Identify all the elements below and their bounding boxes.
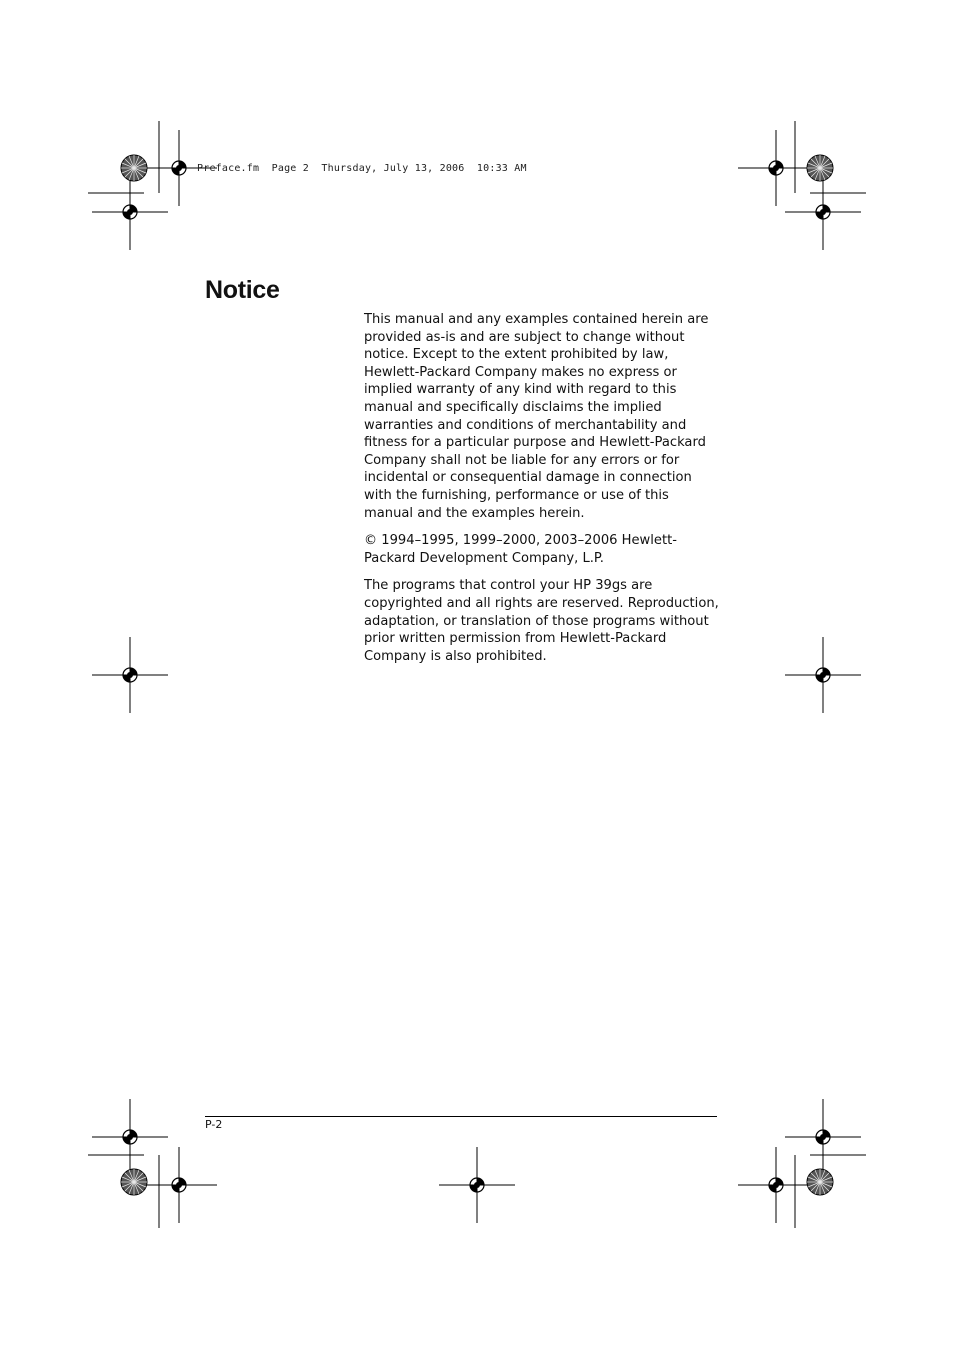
page-title: Notice — [205, 276, 280, 304]
page-number: P-2 — [205, 1118, 223, 1131]
footer-rule — [205, 1116, 717, 1117]
file-slug: Preface.fm Page 2 Thursday, July 13, 2006 10:33 AM — [197, 163, 527, 174]
programs-paragraph: The programs that control your HP 39gs are copyrighted and all rights are reserved. Reproduction, adaptation, or translation of those programs without prior written permission from Hewlett-Packard Company is also prohibited. — [364, 578, 719, 664]
disclaimer-paragraph: This manual and any examples contained herein are provided as-is and are subject to change without notice. Except to the extent prohibited by law, Hewlett-Packard Company makes no express or implied warranty of any kind with regard to this manual and specifically disclaims the implied warranties and conditions of merchantability and fitness for a particular purpose and Hewlett-Packard Company shall not be liable for any errors or for incidental or consequential damage in connection with the furnishing, performance or use of this manual and the examples herein. — [364, 312, 709, 521]
copyright-paragraph: © 1994–1995, 1999–2000, 2003–2006 Hewlett-Packard Development Company, L.P. — [364, 533, 677, 566]
notice-body — [364, 311, 720, 675]
